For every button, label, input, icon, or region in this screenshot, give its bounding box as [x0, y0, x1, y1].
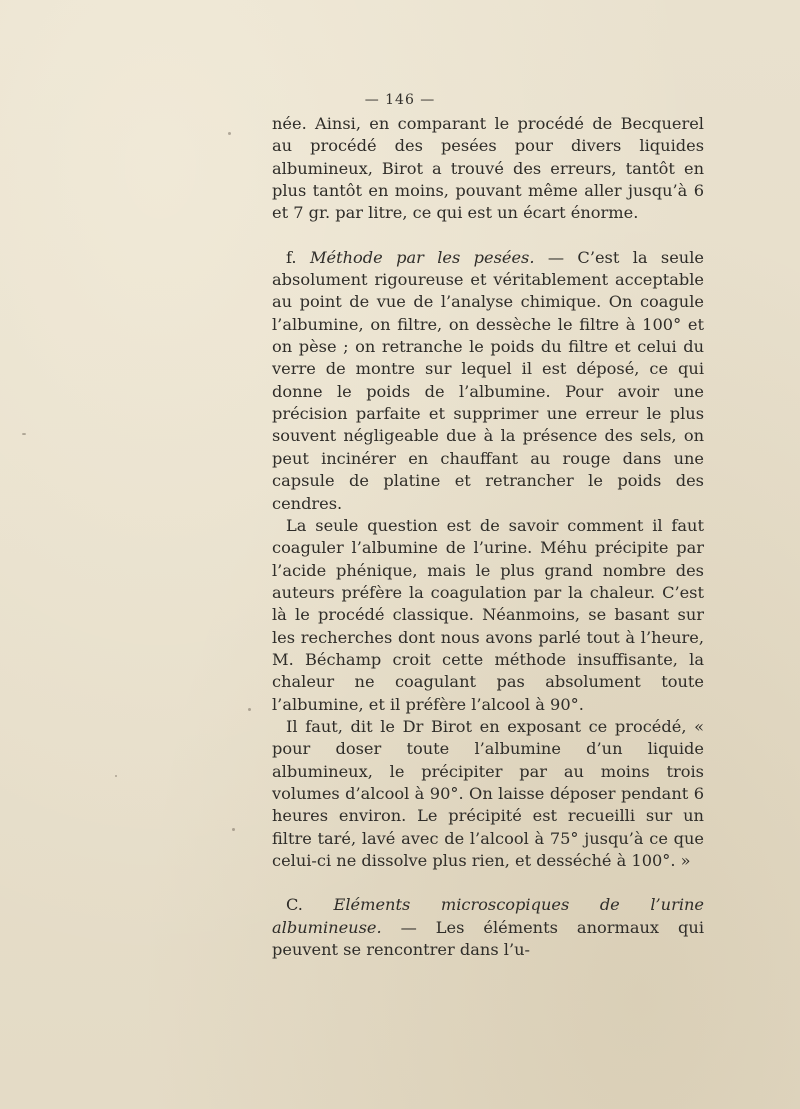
paper-speck — [248, 708, 251, 711]
section-label-f: f. — [286, 247, 297, 267]
paragraph-weighing-body: — C’est la seule absolument rigoureuse et véritablement acceptable au point de vue de l’analyse chimique. On coagule l’albumine, on filtre, on dessèche le filtre à 100° et on pèse ; on retranche le poids du filtre et celui du verre de montre sur lequel il est déposé, ce qui donne le poids de l’albumine. Pour avoir une précision parfaite et supprimer une erreur le plus souvent négligeable due à la présence des sels, on peut incinérer en chauffant au rouge dans une capsule de platine et retrancher le poids des cendres. — [272, 247, 704, 513]
paragraph-spacer — [272, 872, 704, 894]
paragraph-weighing-method — [272, 247, 704, 515]
paragraph-continuation: née. Ainsi, en comparant le procédé de Becquerel au procédé des pesées pour divers liquides albumineux, Birot a trouvé des erreurs, tantôt en plus tantôt en moins, pouvant même aller jusqu’à 6 et 7 gr. par litre, ce qui est un écart énorme. — [272, 114, 704, 223]
section-title-microscopic: Eléments microscopiques de l’urine albumineuse. — [272, 895, 704, 937]
paragraph-microscopic-elements — [272, 894, 704, 961]
paper-speck — [115, 775, 117, 777]
section-title-weighing: Méthode par les pesées. — [309, 247, 535, 267]
body-text — [272, 113, 704, 961]
paragraph-coagulation: La seule question est de savoir comment il faut coaguler l’albumine de l’urine. Méhu précipite par l’acide phénique, mais le plus grand nombre des auteurs préfère la coagulation par la chaleur. C’est là le procédé classique. Néanmoins, se basant sur les recherches dont nous avons parlé tout à l’heure, M. Béchamp croit cette méthode insuffisante, la chaleur ne coagulant pas absolument toute l’albumine, et il préfère l’alcool à 90°. — [272, 515, 704, 714]
paper-speck — [232, 828, 235, 831]
page-number: — 146 — — [364, 92, 436, 108]
paper-speck — [22, 433, 26, 435]
paragraph-spacer — [272, 225, 704, 247]
paper-speck — [228, 132, 231, 135]
paragraph-microscopic-body: — Les éléments anormaux qui peuvent se rencontrer dans l’u- — [272, 917, 704, 960]
section-label-c: C. — [286, 895, 303, 915]
paragraph-birot-quote: Il faut, dit le Dr Birot en exposant ce procédé, « pour doser toute l’albumine d’un liquide albumineux, le précipiter par au moins trois volumes d’alcool à 90°. On laisse déposer pendant 6 heures environ. Le précipité est recueilli sur un filtre taré, lavé avec de l’alcool à 75° jusqu’à ce que celui-ci ne dissolve plus rien, et desséché à 100°. » — [272, 716, 704, 870]
